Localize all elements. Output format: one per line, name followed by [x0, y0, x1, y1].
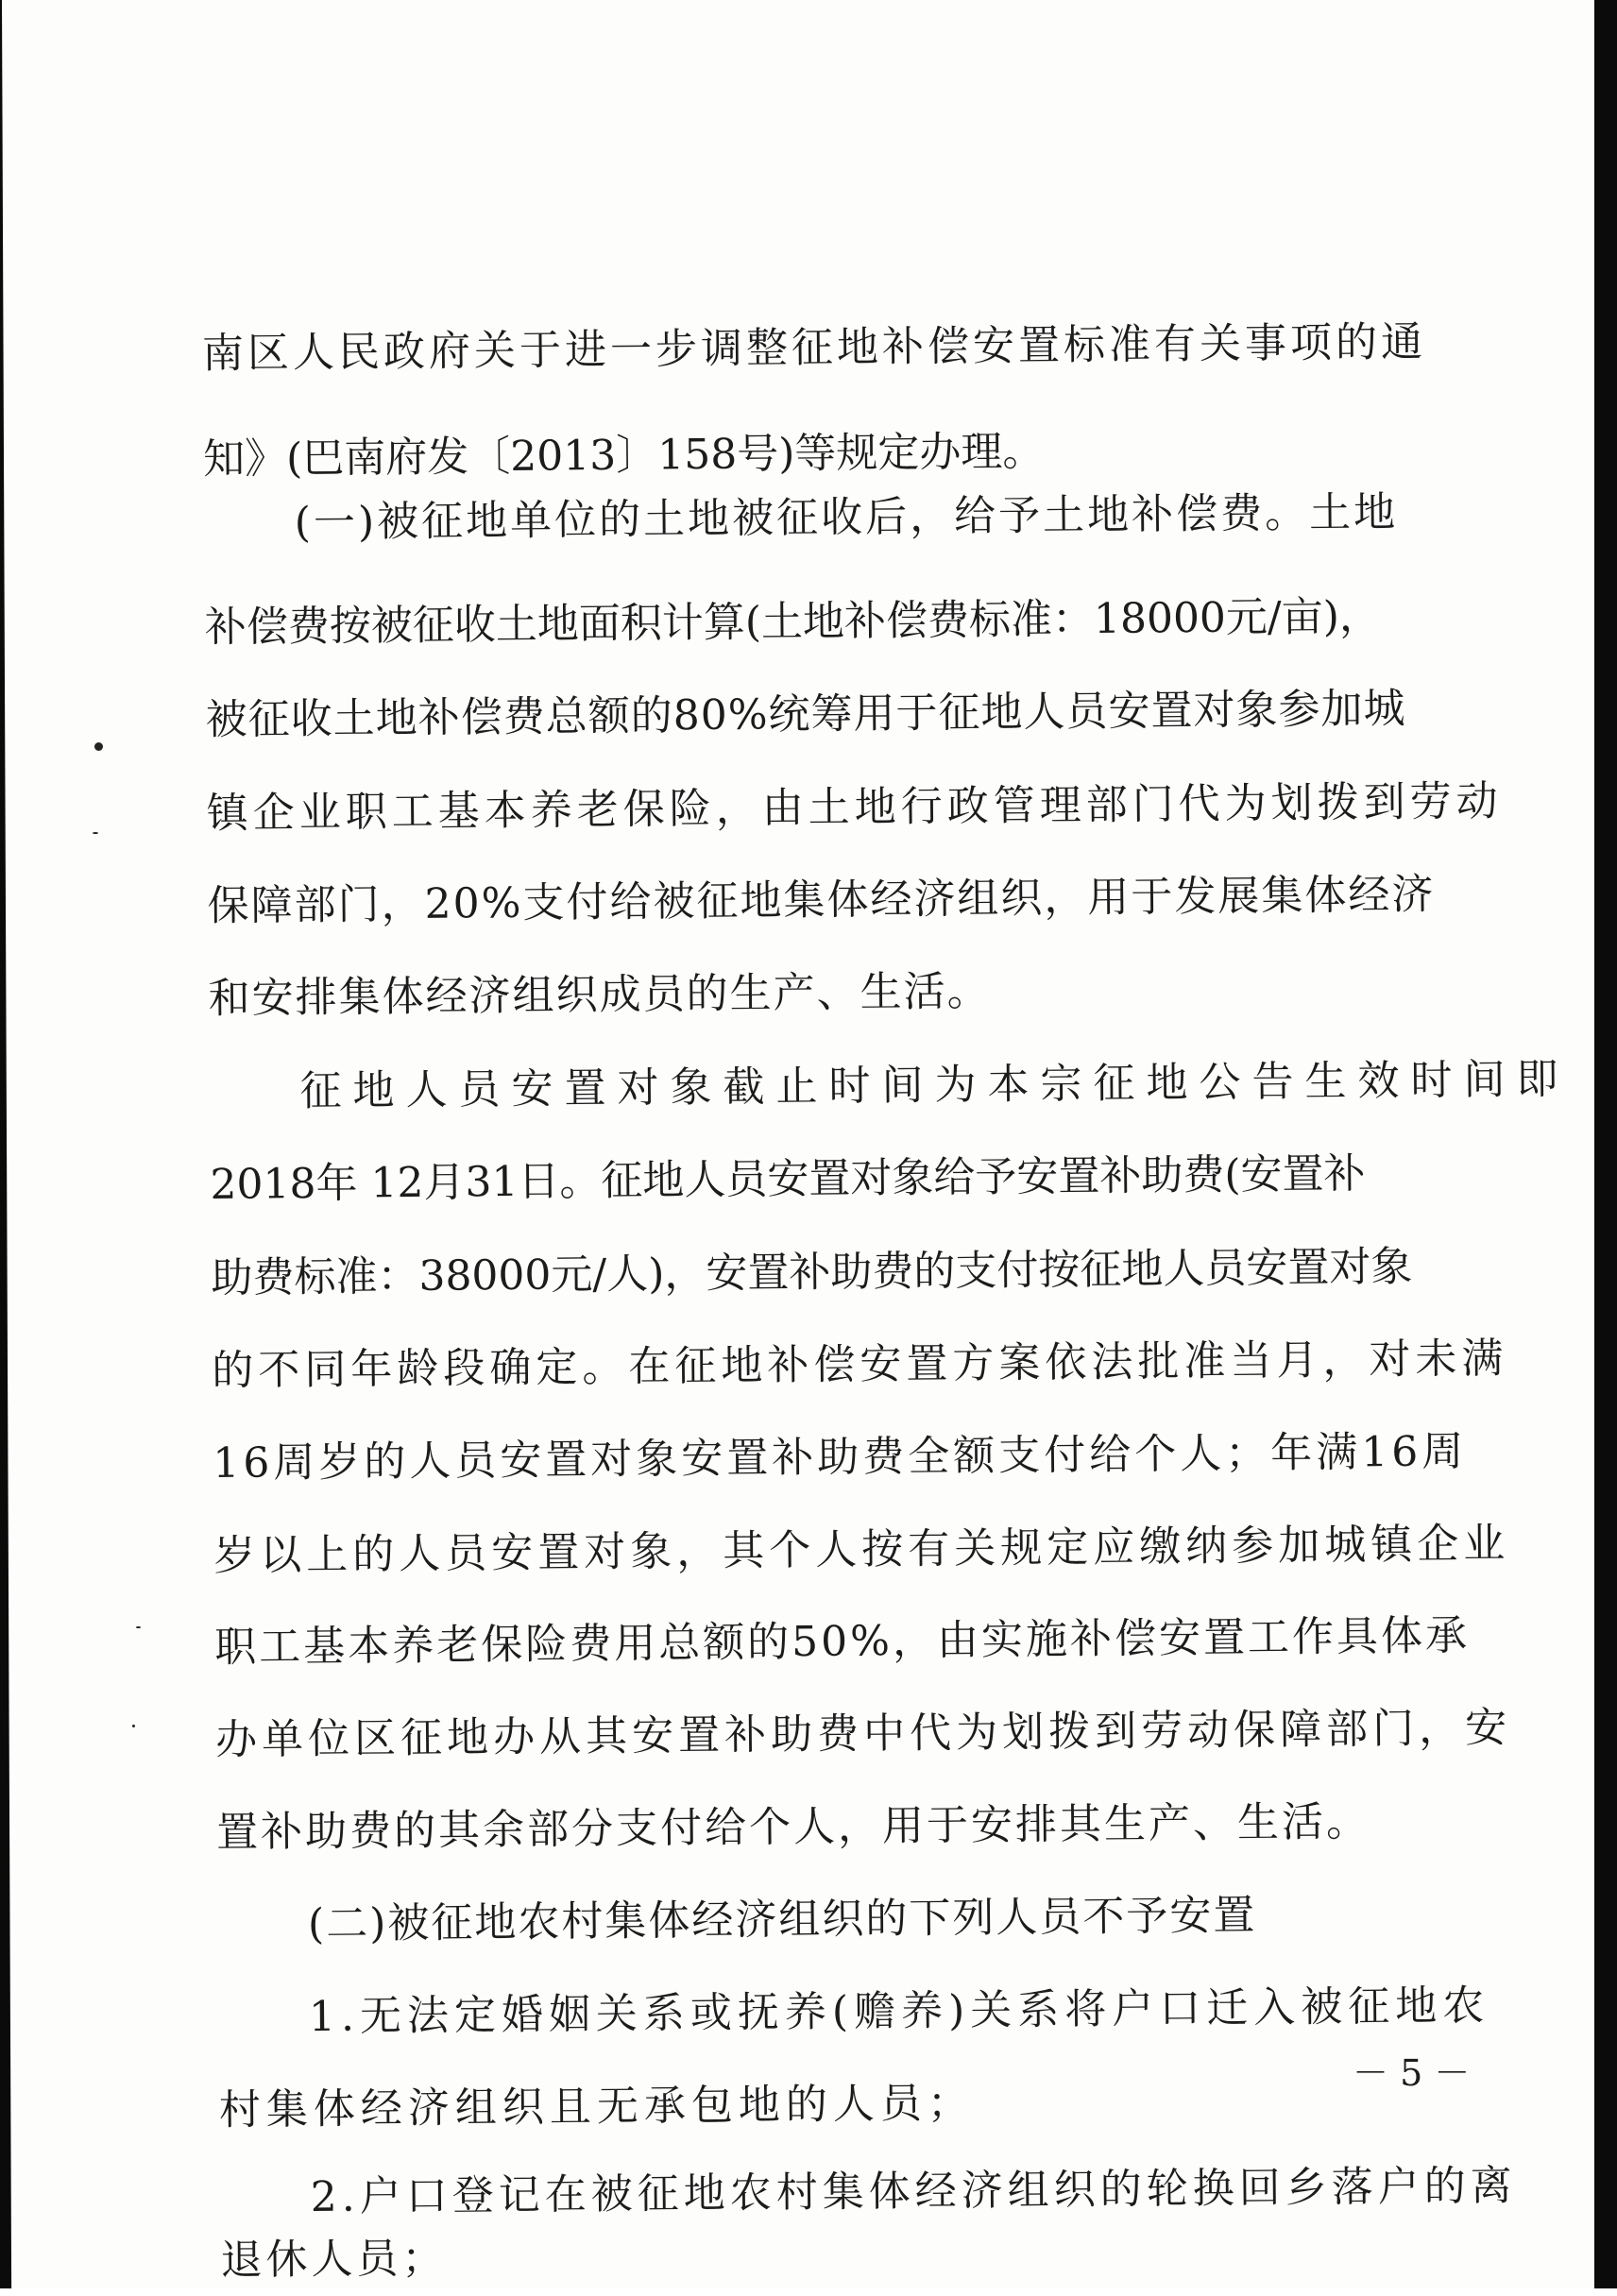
scan-speck	[136, 1626, 141, 1628]
body-line: 征地人员安置对象截止时间为本宗征地公告生效时间即	[299, 1055, 1570, 1116]
body-line: 职工基本养老保险费用总额的50%，由实施补偿安置工作具体承	[213, 1611, 1471, 1673]
body-line: 16周岁的人员安置对象安置补助费全额支付给个人；年满16周	[213, 1427, 1468, 1488]
body-line: 2018年 12月31日。征地人员安置对象给予安置补助费(安置补	[210, 1149, 1366, 1210]
body-line: 办单位区征地办从其安置补助费中代为划拨到劳动保障部门，安	[214, 1703, 1512, 1764]
scan-speck	[132, 1725, 135, 1727]
body-line: 保障部门，20%支付给被征地集体经济组织，用于发展集体经济	[207, 870, 1436, 931]
body-line: 岁以上的人员安置对象，其个人按有关规定应缴纳参加城镇企业	[213, 1519, 1510, 1581]
body-line: 置补助费的其余部分支付给个人，用于安排其生产、生活。	[215, 1797, 1371, 1857]
scan-speck	[93, 832, 98, 834]
body-line: 2.户口登记在被征地农村集体经济组织的轮换回乡落户的离	[310, 2161, 1517, 2222]
body-line: 补偿费按被征收土地面积计算(土地补偿费标准：18000元/亩)，	[204, 592, 1382, 653]
body-line: 1.无法定婚姻关系或抚养(赡养)关系将户口迁入被征地农	[308, 1981, 1490, 2042]
body-line: 被征收土地补偿费总额的80%统筹用于征地人员安置对象参加城	[205, 684, 1406, 745]
scan-speck	[94, 742, 103, 751]
body-line: (一)被征地单位的土地被征收后，给予土地补偿费。土地	[294, 487, 1399, 548]
body-line: 的不同年龄段确定。在征地补偿安置方案依法批准当月，对未满	[212, 1334, 1508, 1396]
section-heading: (二)被征地农村集体经济组织的下列人员不予安置	[307, 1891, 1257, 1949]
body-line: 退休人员；	[220, 2234, 448, 2285]
body-line: 和安排集体经济组织成员的生产、生活。	[208, 967, 991, 1024]
body-line: 南区人民政府关于进一步调整征地补偿安置标准有关事项的通	[201, 317, 1427, 379]
body-line: 村集体经济组织且无承包地的人员；	[218, 2079, 976, 2134]
body-line: 助费标准：38000元/人)，安置补助费的支付按征地人员安置对象	[211, 1242, 1413, 1303]
page-number: － 5 －	[1353, 2052, 1471, 2094]
body-line: 知》(巴南府发〔2013〕158号)等规定办理。	[202, 427, 1045, 485]
body-line: 镇企业职工基本养老保险，由土地行政管理部门代为划拨到劳动	[206, 776, 1503, 839]
